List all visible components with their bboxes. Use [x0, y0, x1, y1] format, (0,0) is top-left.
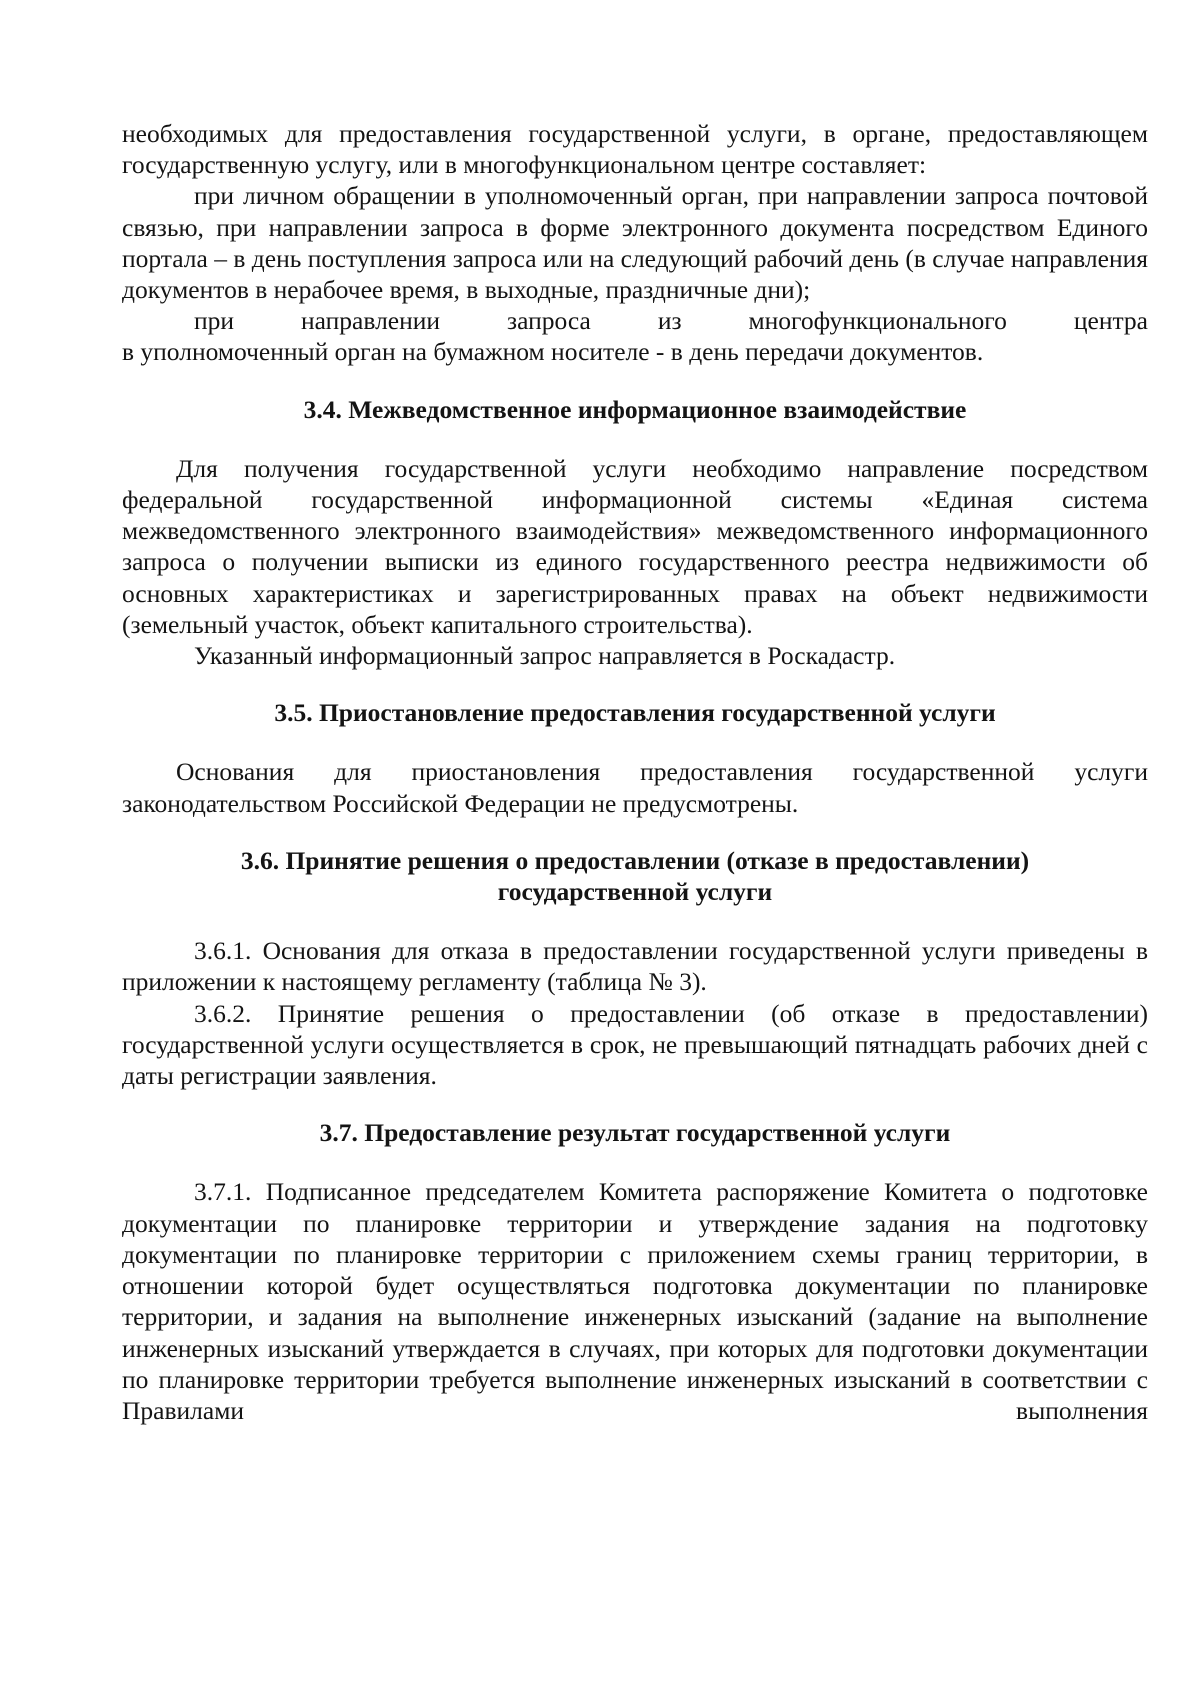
- section-3-6-paragraph-1: 3.6.1. Основания для отказа в предоставлении государственной услуги приведены в приложении к настоящему регламенту (таблица № 3).: [122, 936, 1148, 997]
- section-3-6-heading-line-2: государственной услуги: [497, 877, 773, 907]
- intro-paragraph-2: при личном обращении в уполномоченный орган, при направлении запроса почтовой связью, при направлении запроса в форме электронного документа посредством Единого портала – в день поступления запроса или на следующий рабочий день (в случае направления документов в нерабочее время, в выходные, праздничные дни);: [122, 181, 1148, 305]
- section-3-6-paragraph-2: 3.6.2. Принятие решения о предоставлении (об отказе в предоставлении) государственной услуги осуществляется в срок, не превышающий пятнадцать рабочих дней с даты регистрации заявления.: [122, 998, 1148, 1091]
- intro-paragraph-1: необходимых для предоставления государственной услуги, в органе, предоставляющем государственную услугу, или в многофункциональном центре составляет:: [122, 119, 1148, 180]
- intro-paragraph-3-line-1: при направлении запроса из многофункционального центра: [194, 306, 1148, 336]
- section-3-5-paragraph-1: Основания для приостановления предоставления государственной услуги законодательством Российской Федерации не предусмотрены.: [122, 757, 1148, 818]
- section-3-5-heading: 3.5. Приостановление предоставления государственной услуги: [274, 698, 996, 728]
- section-3-6-heading-line-1: 3.6. Принятие решения о предоставлении (отказе в предоставлении): [240, 845, 1030, 875]
- section-3-7-heading: 3.7. Предоставление результат государственной услуги: [319, 1118, 951, 1148]
- section-3-4-paragraph-1: Для получения государственной услуги необходимо направление посредством федеральной государственной информационной системы «Единая система межведомственного электронного взаимодействия» межведомственного информационного запроса о получении выписки из единого государственного реестра недвижимости об основных характеристиках и зарегистрированных правах на объект недвижимости (земельный участок, объект капитального строительства).: [122, 453, 1148, 639]
- section-3-4-paragraph-2: Указанный информационный запрос направляется в Роскадастр.: [194, 641, 896, 671]
- section-3-4-heading: 3.4. Межведомственное информационное взаимодействие: [303, 394, 967, 424]
- document-page: [122, 118, 1148, 1426]
- intro-paragraph-3-line-2: в уполномоченный орган на бумажном носителе - в день передачи документов.: [122, 337, 984, 367]
- section-3-7-paragraph-1: 3.7.1. Подписанное председателем Комитета распоряжение Комитета о подготовке документации по планировке территории и утверждение задания на подготовку документации по планировке территории с приложением схемы границ территории, в отношении которой будет осуществляться подготовка документации по планировке территории, и задания на выполнение инженерных изысканий (задание на выполнение инженерных изысканий утверждается в случаях, при которых для подготовки документации по планировке территории требуется выполнение инженерных изысканий в соответствии с Правилами выполнения: [122, 1177, 1148, 1425]
